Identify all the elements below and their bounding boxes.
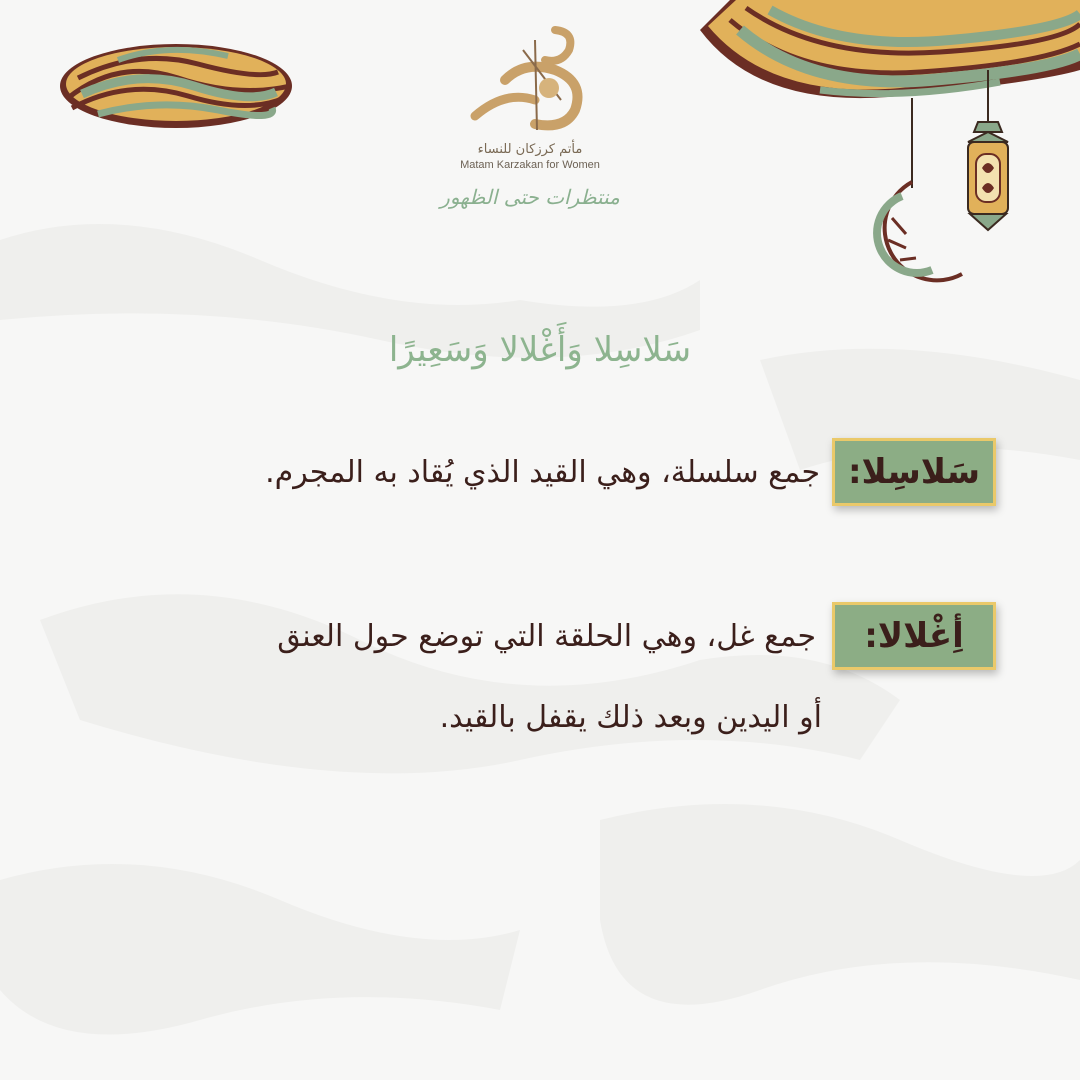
term-label: سَلاسِلا: xyxy=(832,438,996,506)
lantern-icon xyxy=(962,118,1014,234)
page-title: سَلاسِلا وَأَغْلالا وَسَعِيرًا xyxy=(388,330,692,370)
logo-tagline: منتظرات حتى الظهور xyxy=(440,185,620,209)
definition-text: جمع غل، وهي الحلقة التي توضع حول العنق xyxy=(277,618,816,654)
term-label: أِغْلالا: xyxy=(832,602,996,670)
crescent-moon-icon xyxy=(862,178,966,290)
logo-english-name: Matam Karzakan for Women xyxy=(460,159,600,171)
definition-text: جمع سلسلة، وهي القيد الذي يُقاد به المجرم. xyxy=(265,454,820,490)
calligraphy-logo-icon xyxy=(465,20,595,140)
entry-row-1 xyxy=(265,438,996,506)
logo-arabic-name: مأتم كرزكان للنساء xyxy=(477,142,583,157)
organization-logo xyxy=(430,20,630,230)
cloud-right-icon xyxy=(700,0,1080,110)
definition-text-line2: أو اليدين وبعد ذلك يقفل بالقيد. xyxy=(439,700,822,735)
entry-row-2 xyxy=(277,602,996,670)
cloud-left-icon xyxy=(58,38,298,130)
